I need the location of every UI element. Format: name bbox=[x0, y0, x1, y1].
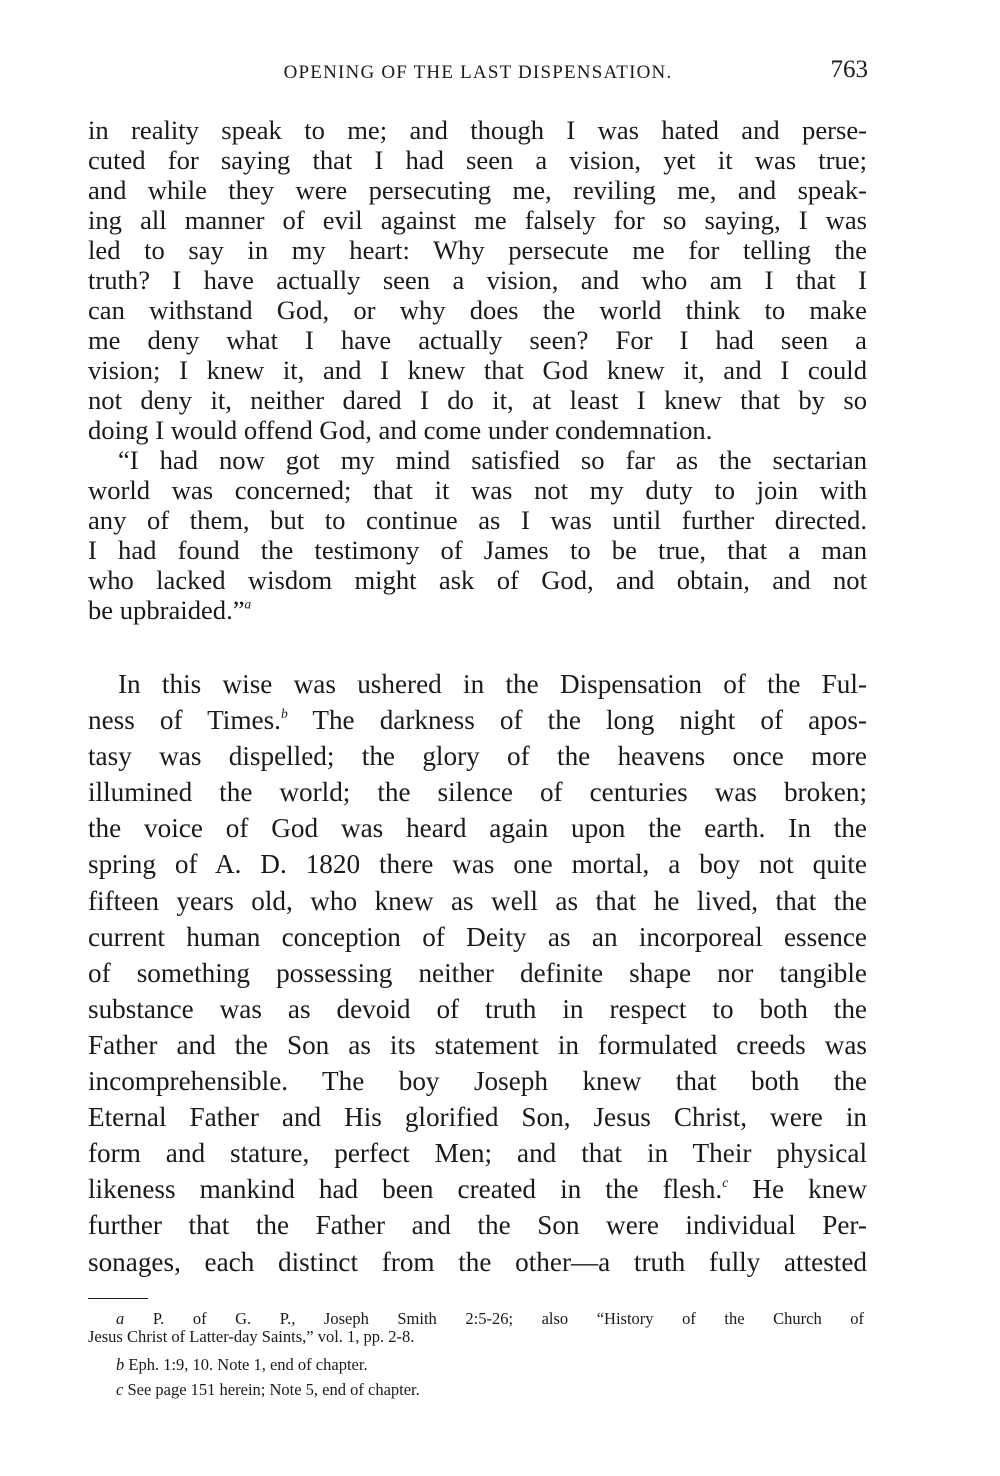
page-header bbox=[88, 56, 868, 90]
text-line: Eternal Father and His glorified Son, Jesus Christ, were in bbox=[88, 1102, 867, 1133]
footnote-c bbox=[88, 1381, 864, 1399]
footnote-line bbox=[88, 1310, 864, 1328]
footnote-marker: b bbox=[116, 1355, 125, 1374]
text-line: spring of A. D. 1820 there was one mortal, a boy not quite bbox=[88, 849, 867, 880]
footnote-text: See page 151 herein; Note 5, end of chapter. bbox=[127, 1380, 420, 1399]
text-line: can withstand God, or why does the world think to make bbox=[88, 295, 867, 325]
text-line: “I had now got my mind satisfied so far as the sectarian bbox=[118, 445, 867, 475]
footnote-marker: a bbox=[116, 1309, 125, 1328]
footnote-ref-b[interactable]: b bbox=[280, 706, 288, 722]
text-line: the voice of God was heard again upon the earth. In the bbox=[88, 813, 867, 844]
text-line: ing all manner of evil against me falsely for so saying, I was bbox=[88, 205, 867, 235]
text-line: of something possessing neither definite shape nor tangible bbox=[88, 957, 867, 988]
text-line: in reality speak to me; and though I was hated and perse- bbox=[88, 115, 867, 145]
quoted-passage bbox=[88, 115, 867, 625]
text-line: fifteen years old, who knew as well as that he lived, that the bbox=[88, 885, 867, 916]
footnote-ref-c[interactable]: c bbox=[722, 1175, 729, 1191]
text-line: tasy was dispelled; the glory of the heavens once more bbox=[88, 741, 867, 772]
text-line-content: likeness mankind had been created in the flesh. bbox=[88, 1174, 723, 1205]
text-line: further that the Father and the Son were individual Per- bbox=[88, 1210, 867, 1241]
running-title: OPENING OF THE LAST DISPENSATION. bbox=[283, 62, 673, 83]
footnote-text: P. of G. P., Joseph Smith 2:5-26; also “History of the Church of bbox=[152, 1309, 864, 1328]
text-line-content: He knew bbox=[752, 1174, 867, 1205]
text-line-with-note bbox=[88, 595, 867, 625]
footnote-line: Jesus Christ of Latter-day Saints,” vol. 1, pp. 2-8. bbox=[88, 1327, 415, 1346]
text-line: any of them, but to continue as I was until further directed. bbox=[88, 505, 867, 535]
footnote-divider bbox=[88, 1298, 148, 1299]
text-line: vision; I knew it, and I knew that God knew it, and I could bbox=[88, 355, 867, 385]
text-line: substance was as devoid of truth in respect to both the bbox=[88, 993, 867, 1024]
text-line: truth? I have actually seen a vision, and who am I that I bbox=[88, 265, 867, 295]
text-line-content: ness of Times. bbox=[88, 705, 281, 736]
text-line-content: The darkness of the long night of apos- bbox=[312, 705, 867, 736]
text-line-content: be upbraided.” bbox=[88, 595, 245, 625]
text-line: who lacked wisdom might ask of God, and obtain, and not bbox=[88, 565, 867, 595]
footnote-text: Eph. 1:9, 10. Note 1, end of chapter. bbox=[128, 1355, 368, 1374]
text-line: cuted for saying that I had seen a vision, yet it was true; bbox=[88, 145, 867, 175]
text-line: form and stature, perfect Men; and that in Their physical bbox=[88, 1138, 867, 1169]
text-line: sonages, each distinct from the other—a truth fully attested bbox=[88, 1246, 867, 1277]
footnotes bbox=[88, 1310, 864, 1406]
text-line: illumined the world; the silence of centuries was broken; bbox=[88, 777, 867, 808]
footnote-ref-a[interactable]: a bbox=[244, 596, 252, 612]
text-line: not deny it, neither dared I do it, at least I knew that by so bbox=[88, 385, 867, 415]
text-line-with-note bbox=[88, 702, 867, 738]
text-line: doing I would offend God, and come under condemnation. bbox=[88, 415, 713, 445]
text-line: incomprehensible. The boy Joseph knew that both the bbox=[88, 1066, 867, 1097]
text-line: current human conception of Deity as an incorporeal essence bbox=[88, 921, 867, 952]
footnote-b bbox=[88, 1356, 864, 1374]
text-line: Father and the Son as its statement in formulated creeds was bbox=[88, 1029, 867, 1060]
text-line: led to say in my heart: Why persecute me for telling the bbox=[88, 235, 867, 265]
text-line: and while they were persecuting me, reviling me, and speak- bbox=[88, 175, 867, 205]
main-paragraph bbox=[88, 666, 867, 1280]
footnote-a bbox=[88, 1310, 864, 1346]
footnote-marker: c bbox=[116, 1380, 124, 1399]
text-line: me deny what I have actually seen? For I had seen a bbox=[88, 325, 867, 355]
text-line: I had found the testimony of James to be true, that a man bbox=[88, 535, 867, 565]
text-line-with-note bbox=[88, 1171, 867, 1207]
text-line: world was concerned; that it was not my duty to join with bbox=[88, 475, 867, 505]
text-line: In this wise was ushered in the Dispensation of the Ful- bbox=[118, 669, 867, 699]
page-number: 763 bbox=[830, 56, 868, 83]
